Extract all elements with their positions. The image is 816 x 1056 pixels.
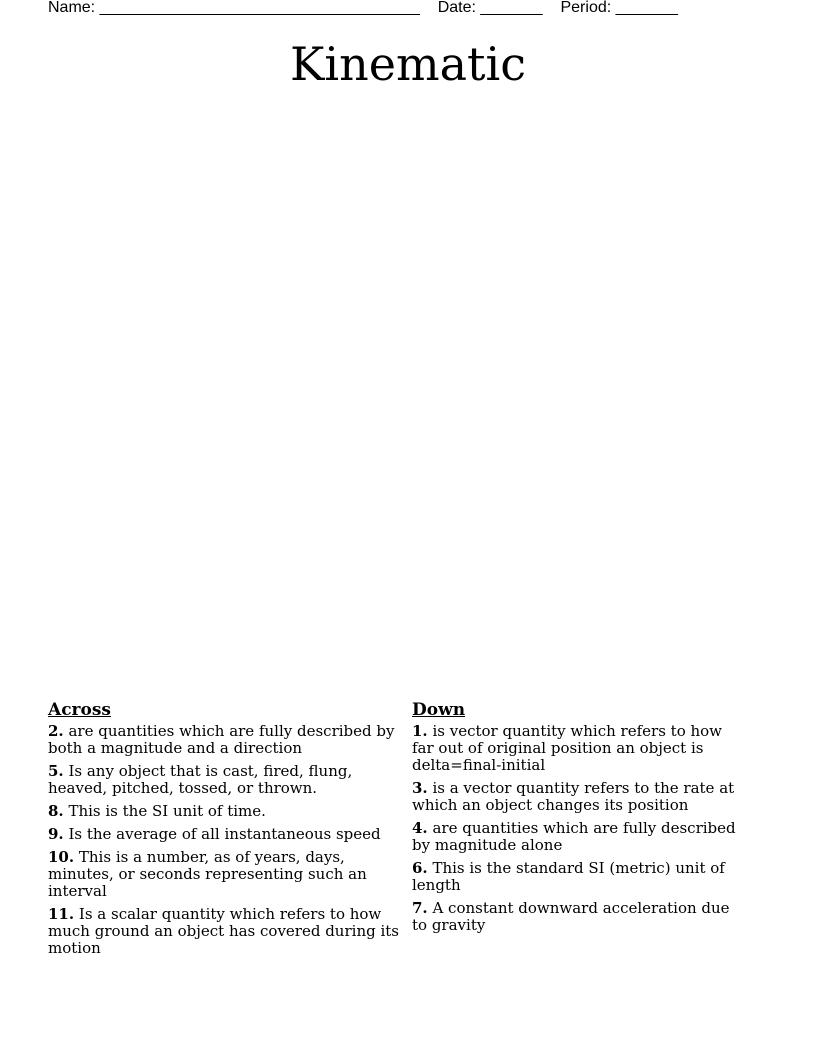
across-clue: [48, 763, 402, 797]
name-blank[interactable]: ____________________________________: [99, 0, 420, 16]
clue-number: 4.: [412, 819, 428, 837]
clue-number: 7.: [412, 899, 428, 917]
down-clue: [412, 723, 742, 774]
clue-text: A constant downward acceleration due to gravity: [412, 899, 730, 934]
clue-text: Is any object that is cast, fired, flung, heaved, pitched, tossed, or thrown.: [48, 762, 353, 797]
clue-number: 5.: [48, 762, 64, 780]
name-label: Name:: [48, 0, 96, 16]
across-column: [48, 700, 402, 963]
clue-text: This is a number, as of years, days, minutes, or seconds representing such an interval: [48, 848, 367, 900]
worksheet-header: [48, 0, 678, 18]
date-label: Date:: [437, 0, 476, 16]
clue-text: is vector quantity which refers to how far out of original position an object is delta=final-initial: [412, 722, 723, 774]
across-clue: [48, 906, 402, 957]
across-clue: [48, 723, 402, 757]
clue-number: 3.: [412, 779, 428, 797]
down-clue: [412, 860, 742, 894]
across-clue: [48, 803, 402, 820]
clue-text: is a vector quantity refers to the rate at which an object changes its position: [412, 779, 735, 814]
across-clue: [48, 826, 402, 843]
across-clue: [48, 849, 402, 900]
clue-text: This is the standard SI (metric) unit of length: [412, 859, 725, 894]
clue-number: 8.: [48, 802, 64, 820]
clue-text: Is the average of all instantaneous speed: [68, 825, 381, 843]
clue-number: 10.: [48, 848, 75, 866]
clue-text: are quantities which are fully described by both a magnitude and a direction: [48, 722, 395, 757]
clue-text: This is the SI unit of time.: [68, 802, 266, 820]
clue-number: 1.: [412, 722, 428, 740]
clue-number: 11.: [48, 905, 75, 923]
down-heading: Down: [412, 700, 466, 720]
clue-number: 9.: [48, 825, 64, 843]
period-label: Period:: [560, 0, 612, 16]
period-blank[interactable]: _______: [615, 0, 678, 16]
page-title: Kinematic: [290, 37, 526, 91]
down-clue: [412, 900, 742, 934]
crossword-grid-area: [48, 110, 768, 690]
clue-number: 2.: [48, 722, 64, 740]
down-clue: [412, 820, 742, 854]
across-heading: Across: [48, 700, 111, 720]
clue-text: Is a scalar quantity which refers to how much ground an object has covered during its motion: [48, 905, 399, 957]
date-blank[interactable]: _______: [480, 0, 543, 16]
down-column: [412, 700, 742, 940]
clue-text: are quantities which are fully described by magnitude alone: [412, 819, 736, 854]
clue-number: 6.: [412, 859, 428, 877]
down-clue: [412, 780, 742, 814]
